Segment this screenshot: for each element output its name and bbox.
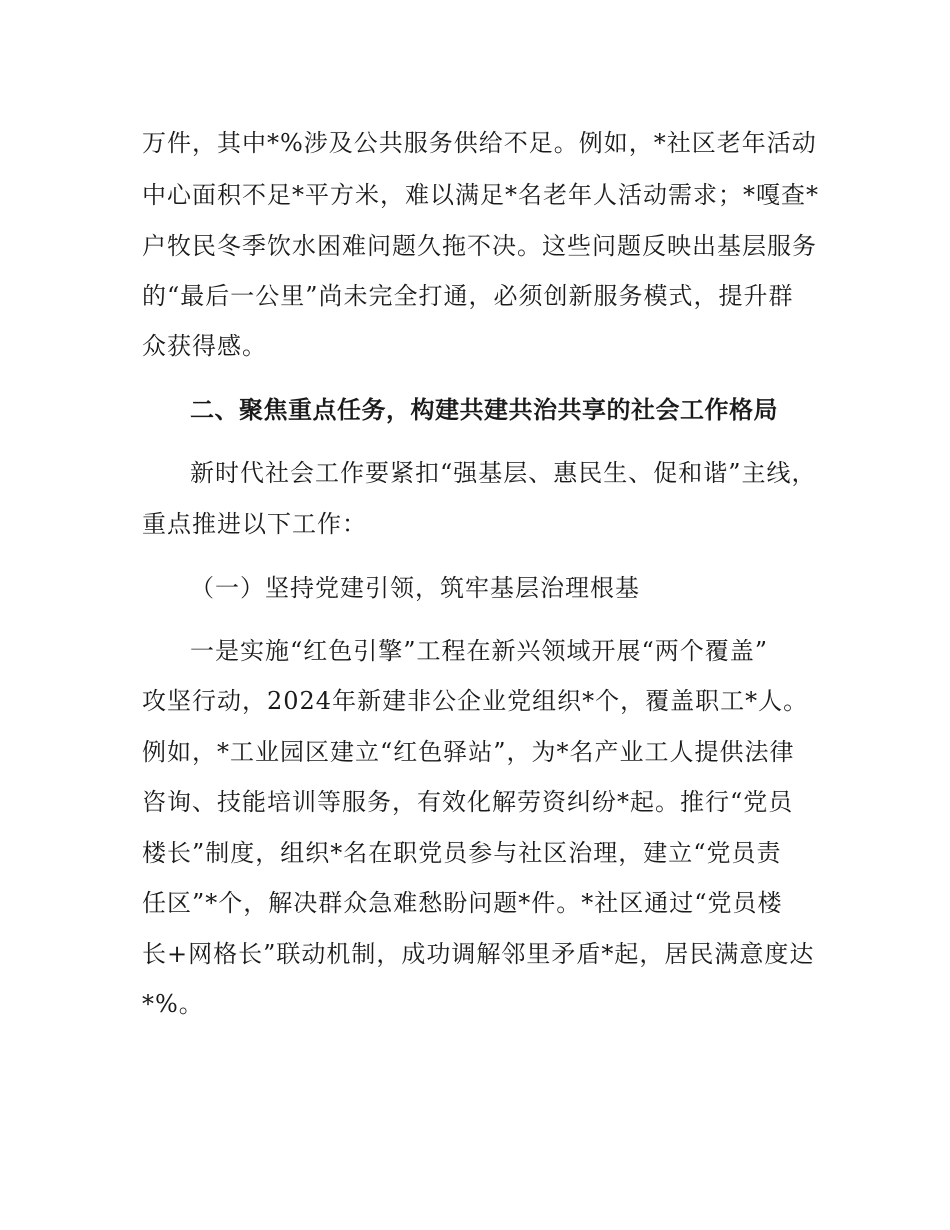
subsection-heading: （一）坚持党建引领，筑牢基层治理根基 <box>190 574 640 602</box>
paragraph-line: 楼长”制度，组织*名在职党员参与社区治理，建立“党员责 <box>142 839 782 867</box>
paragraph-line: 众获得感。 <box>142 332 267 360</box>
paragraph-line: 新时代社会工作要紧扣“强基层、惠民生、促和谐”主线， <box>190 459 817 487</box>
paragraph-line: 任区”*个，解决群众急难愁盼问题*件。*社区通过“党员楼 <box>142 889 783 917</box>
paragraph-line: *%。 <box>142 990 204 1018</box>
paragraph-line: 攻坚行动，2024年新建非公企业党组织*个，覆盖职工*人。 <box>142 687 809 715</box>
paragraph-line: 的“最后一公里”尚未完全打通，必须创新服务模式，提升群 <box>142 282 794 310</box>
paragraph-line: 重点推进以下工作： <box>142 510 367 538</box>
paragraph-line: 户牧民冬季饮水困难问题久拖不决。这些问题反映出基层服务 <box>142 232 817 260</box>
paragraph-line: 中心面积不足*平方米，难以满足*名老年人活动需求；*嘎查* <box>142 181 819 209</box>
paragraph-line: 例如，*工业园区建立“红色驿站”，为*名产业工人提供法律 <box>142 738 795 766</box>
paragraph-line: 一是实施“红色引擎”工程在新兴领域开展“两个覆盖” <box>190 637 769 665</box>
paragraph-line: 万件，其中*%涉及公共服务供给不足。例如，*社区老年活动 <box>142 129 817 157</box>
paragraph-line: 咨询、技能培训等服务，有效化解劳资纠纷*起。推行“党员 <box>142 788 794 816</box>
section-heading: 二、聚焦重点任务，构建共建共治共享的社会工作格局 <box>190 396 778 424</box>
paragraph-line: 长+网格长”联动机制，成功调解邻里矛盾*起，居民满意度达 <box>142 940 815 968</box>
